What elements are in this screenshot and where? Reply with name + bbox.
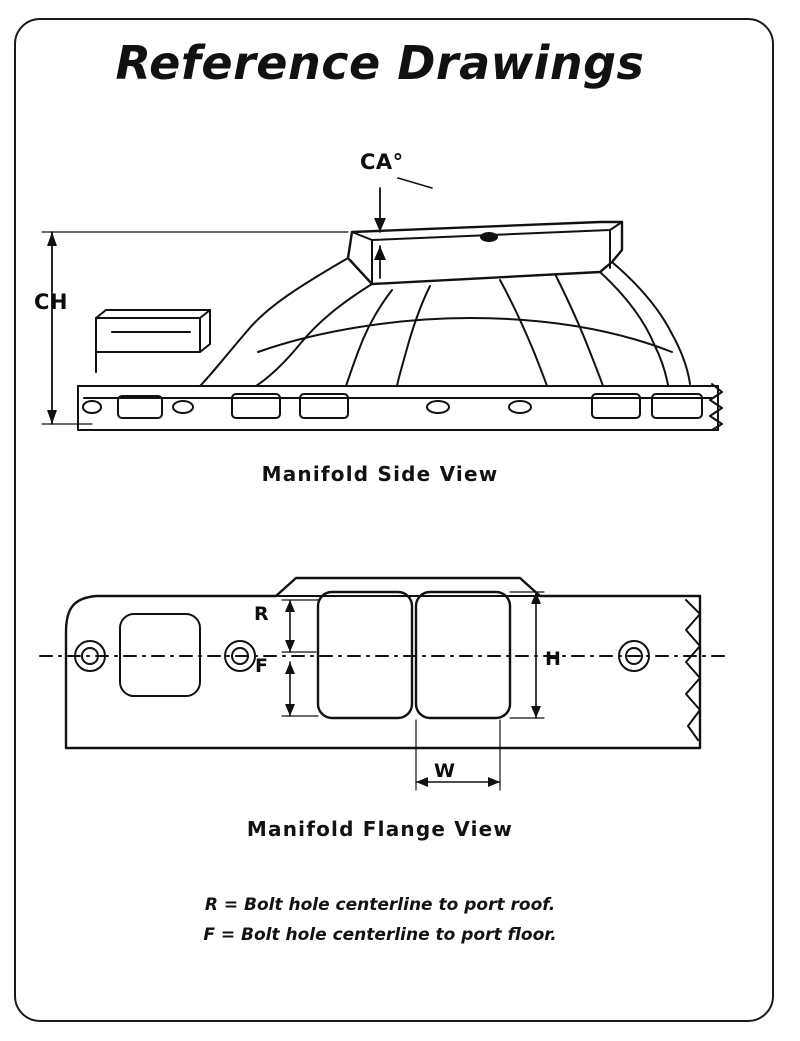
page-title: Reference Drawings [115,36,645,90]
caption-manifold-flange-view: Manifold Flange View [246,817,514,841]
label-carb-height: CH [34,290,68,314]
legend-line-f: F = Bolt hole centerline to port floor. [203,925,557,945]
label-f: F [255,655,268,677]
label-w: W [434,760,455,782]
legend-line-r: R = Bolt hole centerline to port roof. [204,895,556,915]
label-r: R [254,603,269,625]
label-h: H [545,648,561,670]
caption-manifold-side-view: Manifold Side View [261,462,499,486]
label-carb-angle: CA° [360,150,404,174]
